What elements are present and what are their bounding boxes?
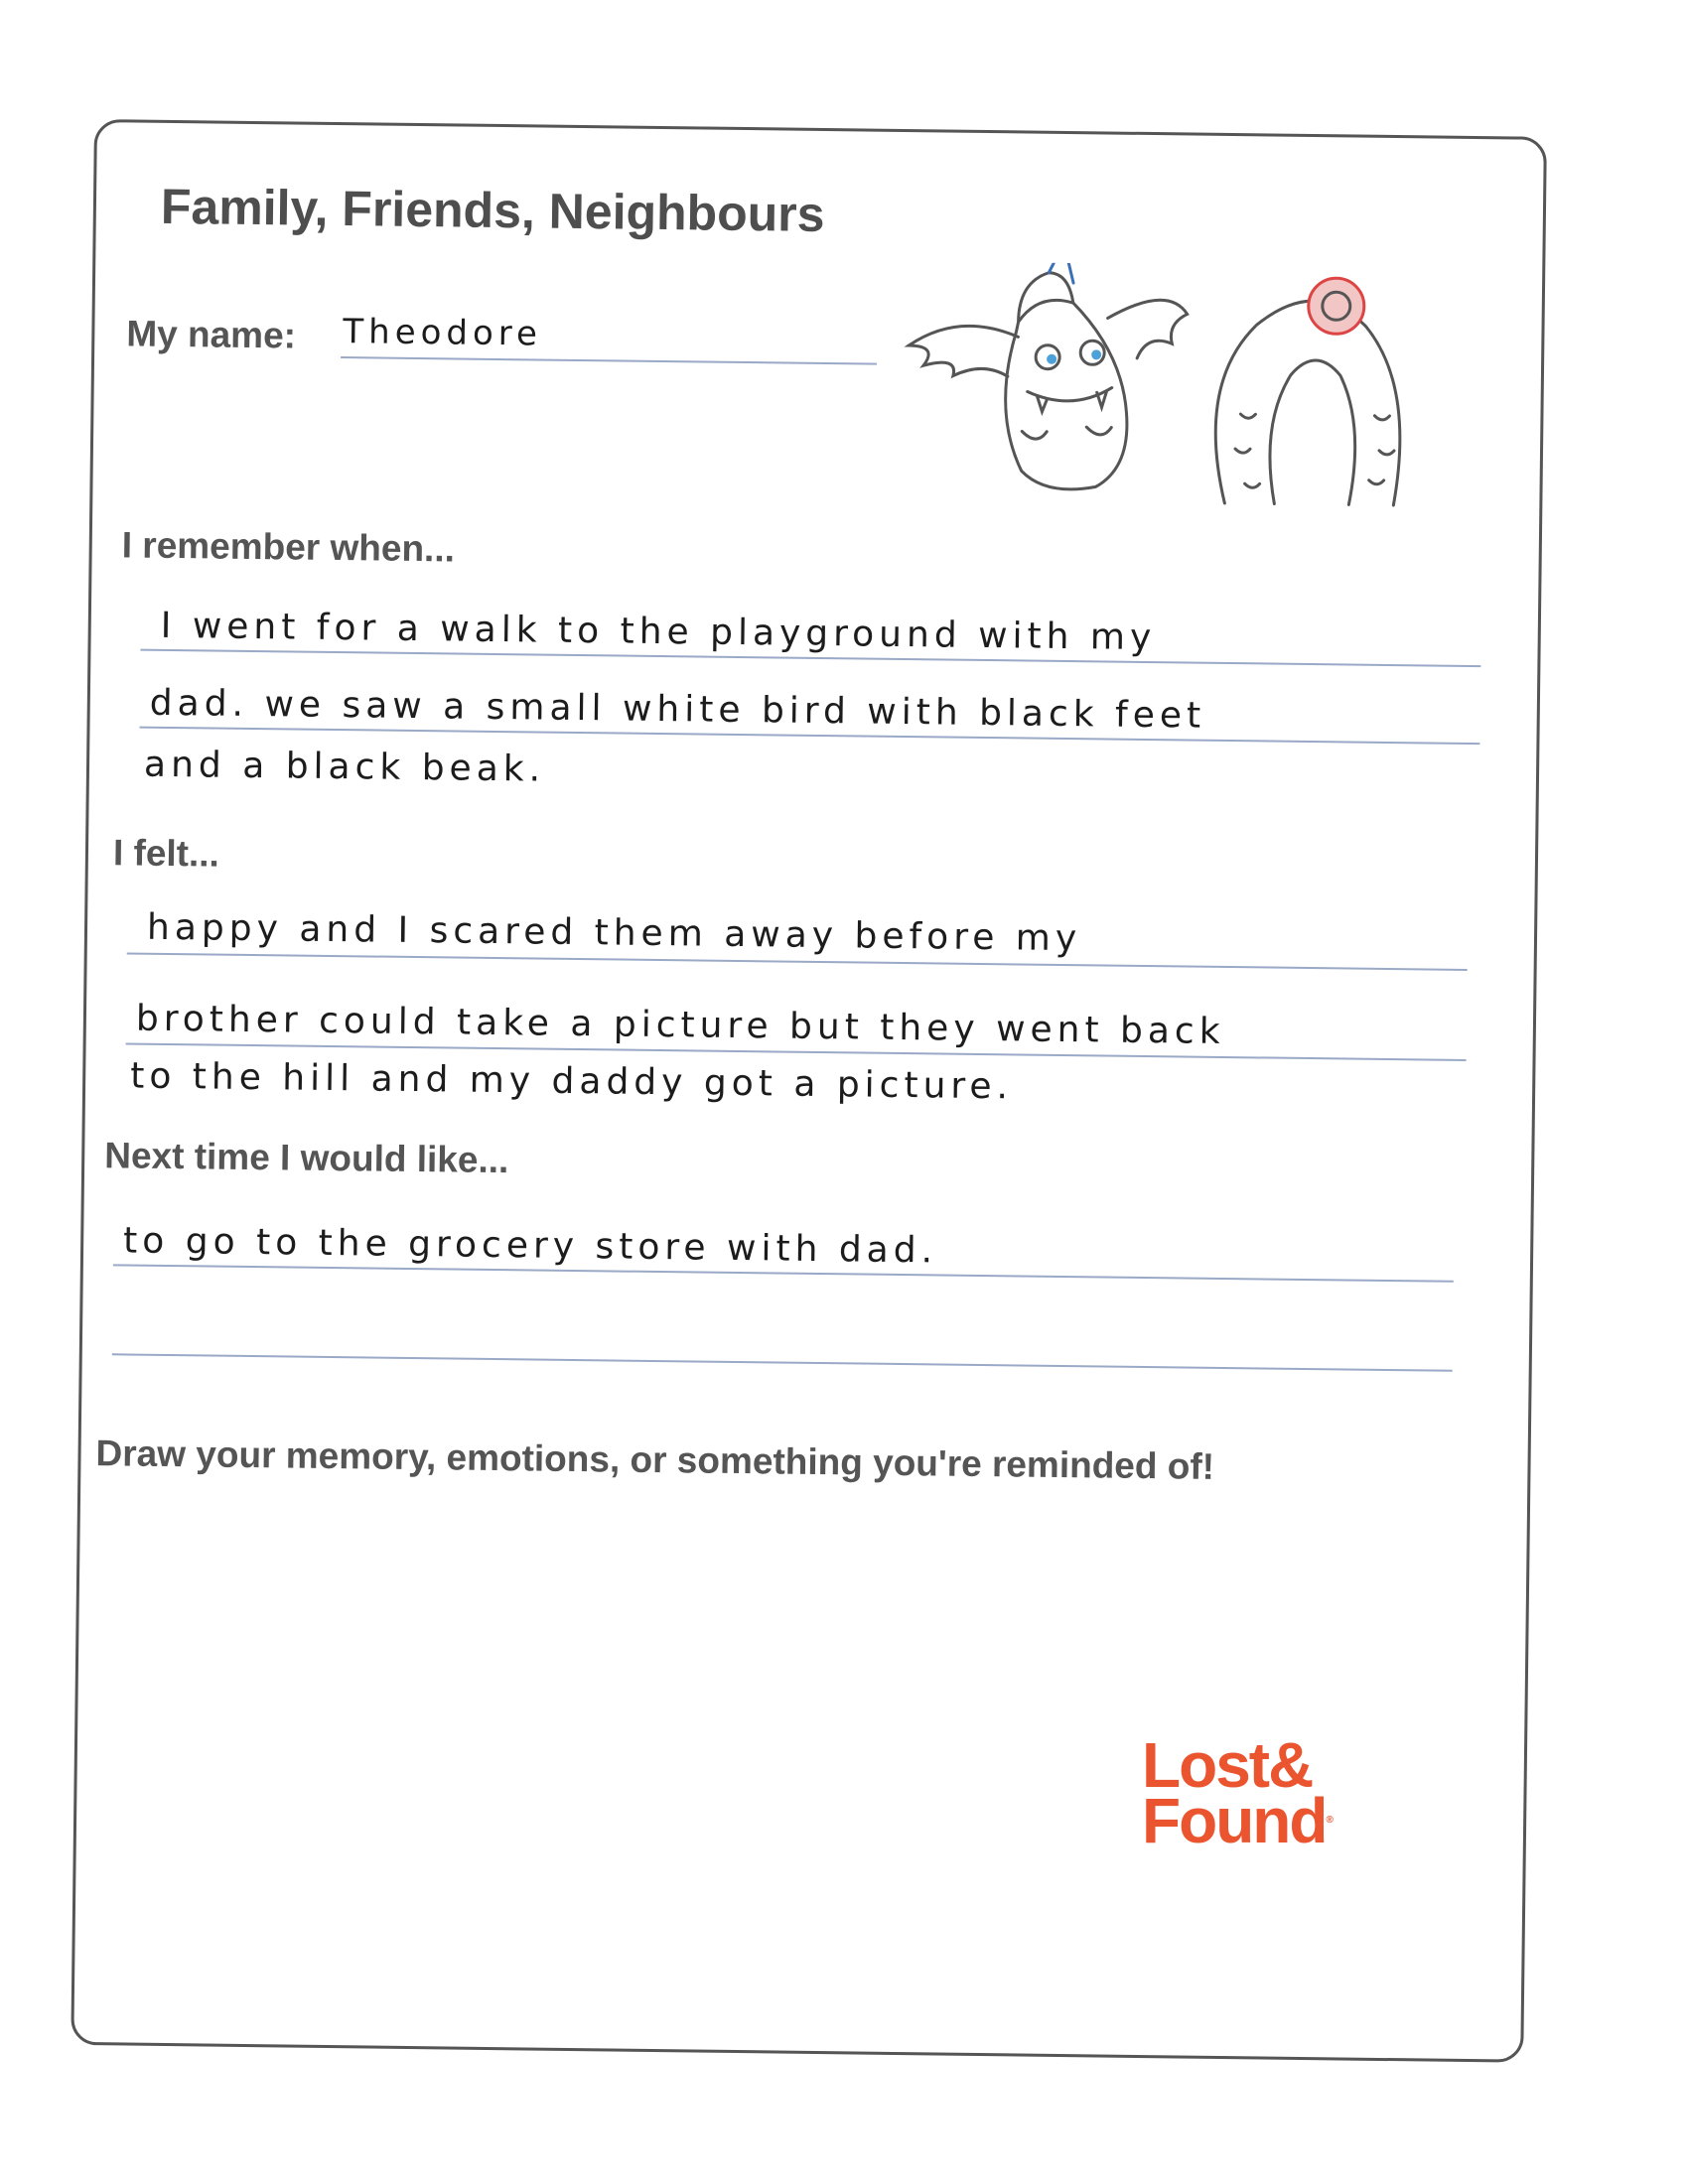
logo-line-2: Found [1142,1785,1327,1856]
remember-label: I remember when... [121,524,456,570]
next-rule-2 [112,1353,1453,1371]
remember-line-3[interactable]: and a black beak. [143,744,546,790]
logo-line-1: Lost& [1142,1729,1313,1801]
felt-line-2[interactable]: brother could take a picture but they went back [135,998,1225,1052]
next-line-1[interactable]: to go to the grocery store with dad. [122,1220,938,1272]
remember-line-1[interactable]: I went for a walk to the playground with my [160,605,1157,659]
next-label: Next time I would like... [103,1135,509,1181]
page-title: Family, Friends, Neighbours [160,178,825,242]
felt-label: I felt... [112,832,220,875]
draw-prompt: Draw your memory, emotions, or something you're reminded of! [95,1433,1215,1487]
registered-mark: ® [1326,1815,1334,1826]
name-label: My name: [126,313,297,356]
remember-line-2[interactable]: dad. we saw a small white bird with black feet [149,682,1206,737]
name-value[interactable]: Theodore [343,312,543,354]
name-line [341,356,877,365]
felt-line-1[interactable]: happy and I scared them away before my [146,906,1082,960]
monster-illustration [897,261,1476,516]
felt-line-3[interactable]: to the hill and my daddy got a picture. [129,1055,1014,1108]
lost-and-found-logo [1142,1729,1334,1856]
